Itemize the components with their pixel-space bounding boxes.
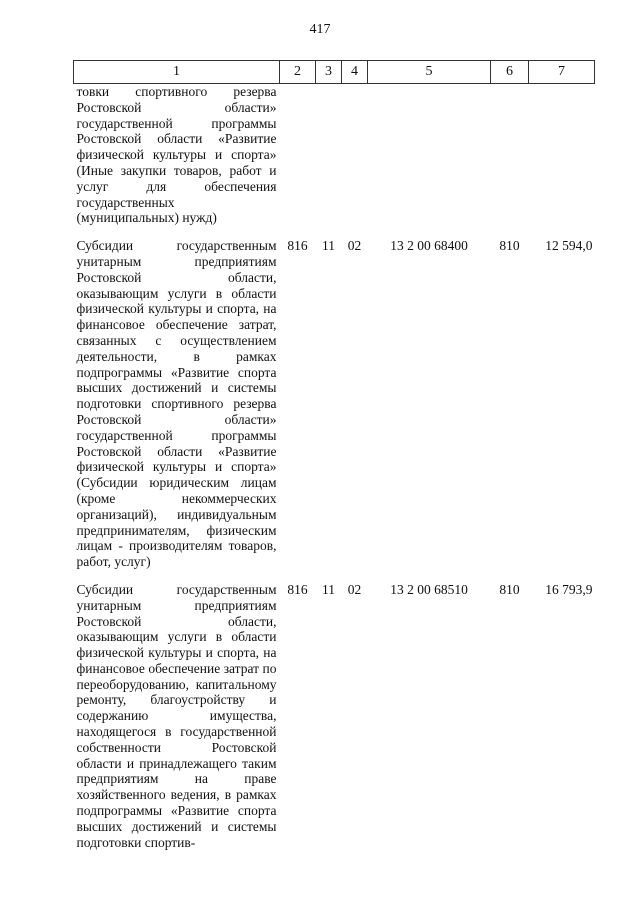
table-row (74, 238, 595, 570)
budget-table (73, 60, 595, 850)
table-row (74, 582, 595, 851)
row-name-cell (74, 238, 280, 570)
row-gap-cell (74, 226, 595, 238)
table-row (74, 84, 595, 227)
table-header-row (74, 61, 595, 84)
row-sum-cell: 12 594,0 (545, 238, 593, 254)
row-ved-cell: 816 (287, 581, 308, 597)
row-sum-cell: 16 793,9 (545, 581, 593, 597)
row-name-text: Субсидии государственным унитарным предприятиям Ростовской области, оказывающим услуги в области физической культуры и спорта, на финансовое обеспечение затрат, связанных с осуществлением деятельности, в рамках подпрограммы «Развитие спорта высших достижений и системы подготовки спортивного резерва Ростовской области» государственной программы Ростовской области «Развитие физической культуры и спорта» (Субсидии юридическим лицам (кроме некоммерческих организаций), индивидуальным предпринимателям, физическим лицам - производителям товаров, работ, услуг) (76, 238, 277, 570)
row-sum-cell (529, 84, 595, 227)
row-csr-cell (368, 84, 491, 227)
row-name-cell (74, 582, 280, 851)
row-vr-cell (491, 84, 529, 227)
row-pr-cell (342, 84, 368, 227)
header-col-3: 3 (316, 61, 342, 84)
header-col-4: 4 (342, 61, 368, 84)
row-csr-cell: 13 2 00 68400 (390, 238, 468, 254)
row-gap (74, 226, 595, 238)
row-vr-cell: 810 (499, 581, 520, 597)
row-name-cell (74, 84, 280, 227)
page-number: 417 (309, 22, 331, 37)
row-rz-cell: 11 (322, 581, 335, 597)
header-col-6: 6 (491, 61, 529, 84)
header-col-1: 1 (74, 61, 280, 84)
row-rz-cell (316, 84, 342, 227)
row-ved-cell (280, 84, 316, 227)
row-csr-cell: 13 2 00 68510 (390, 581, 468, 597)
row-rz-cell: 11 (322, 238, 335, 254)
header-col-2: 2 (280, 61, 316, 84)
row-name-text: товки спортивного резерва Ростовской области» государственной программы Ростовской области «Развитие физической культуры и спорта» (Иные закупки товаров, работ и услуг для обеспечения государственных (муниципальных) нужд) (76, 84, 277, 226)
row-vr-cell: 810 (499, 238, 520, 254)
row-gap (74, 570, 595, 582)
row-ved-cell: 816 (287, 238, 308, 254)
row-pr-cell: 02 (347, 581, 362, 597)
row-name-text: Субсидии государственным унитарным предприятиям Ростовской области, оказывающим услуги в области физической культуры и спорта, на финансовое обеспечение затрат по переоборудованию, капитальному ремонту, благоустройству и содержанию имущества, находящегося в государственной собственности Ростовской области и принадлежащего таким предприятиям на праве хозяйственного ведения, в рамках подпрограммы «Развитие спорта высших достижений и системы подготовки спортив- (76, 581, 277, 850)
header-col-5: 5 (368, 61, 491, 84)
header-col-7: 7 (529, 61, 595, 84)
row-gap-cell (74, 570, 595, 582)
row-pr-cell: 02 (347, 238, 362, 254)
